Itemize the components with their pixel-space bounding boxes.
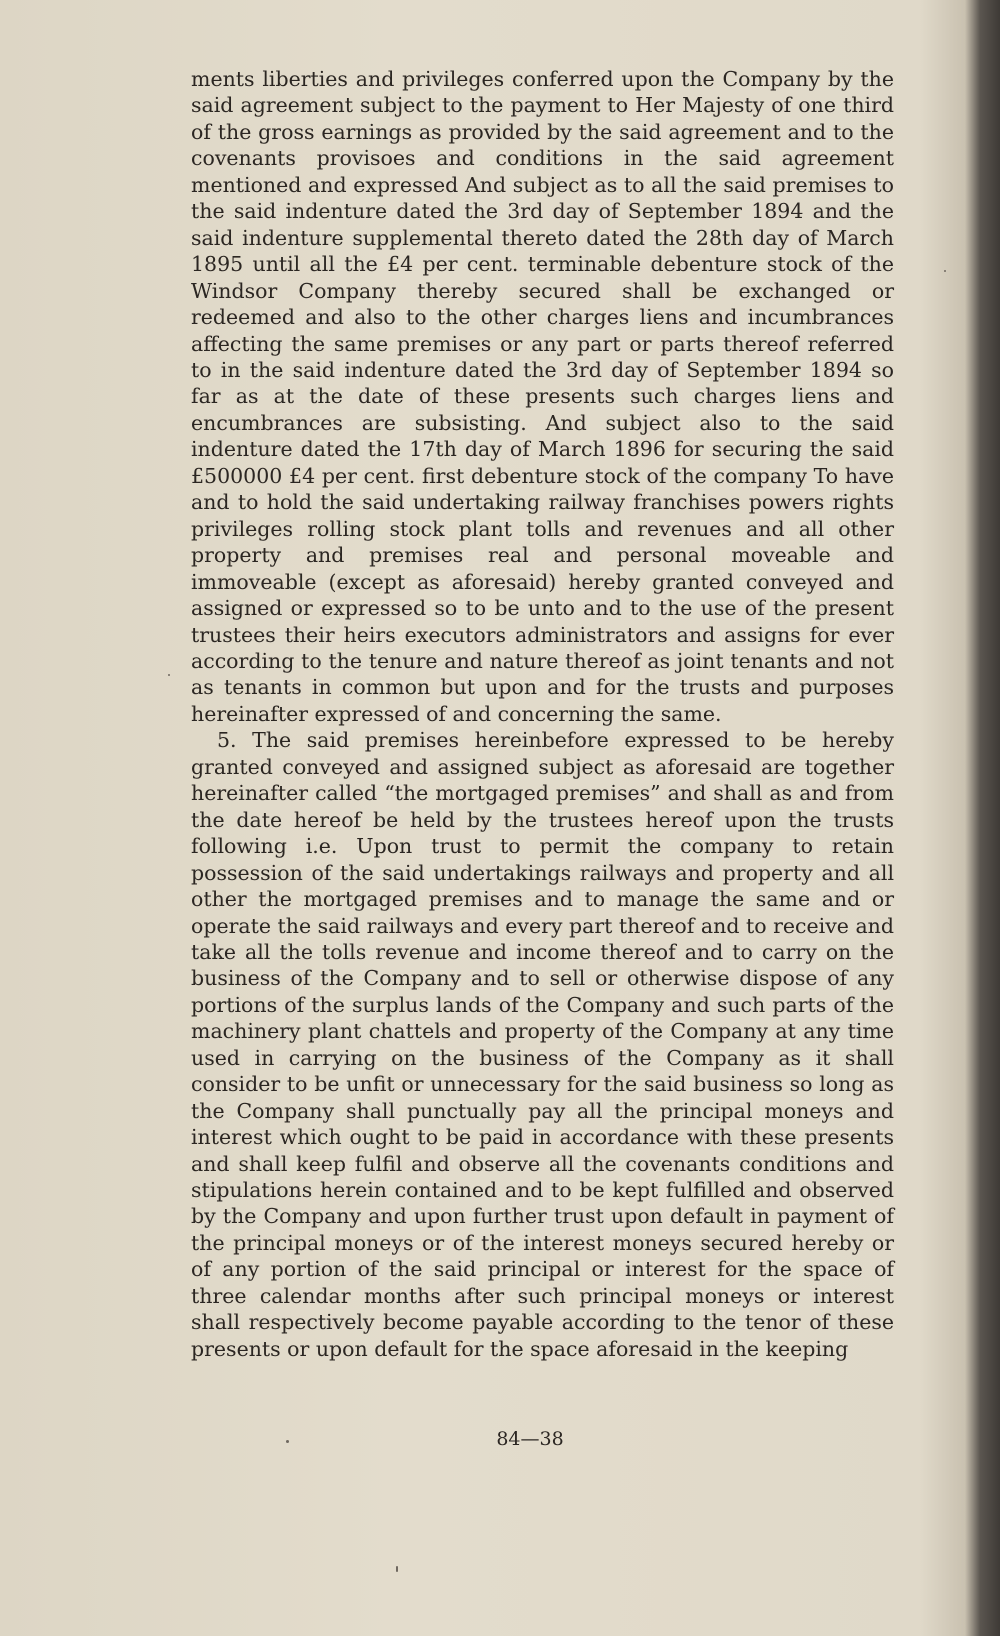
page-number: 84—38 [496, 1428, 564, 1450]
paper-speck [286, 1440, 289, 1443]
paragraph-section-5 [191, 727, 894, 1362]
paper-speck [396, 1566, 398, 1572]
paragraph-continued: ments liberties and privileges conferred upon the Company by the said agreement subject to the payment to Her Majesty of one third of the gross earnings as provided by the said agreement and to the covenants provisoes and conditions in the said agreement mentioned and expressed And subject as to all the said premises to the said indenture dated the 3rd day of September 1894 and the said indenture supplemental thereto dated the 28th day of March 1895 until all the £4 per cent. terminable debenture stock of the Windsor Company thereby secured shall be exchanged or redeemed and also to the other charges liens and incumbrances affecting the same premises or any part or parts thereof referred to in the said indenture dated the 3rd day of September 1894 so far as at the date of these presents such charges liens and encumbrances are subsisting. And subject also to the said indenture dated the 17th day of March 1896 for securing the said £500000 £4 per cent. first debenture stock of the company To have and to hold the said undertaking railway franchises powers rights privileges rolling stock plant tolls and revenues and all other property and premises real and personal moveable and immoveable (except as aforesaid) hereby granted conveyed and assigned or expressed so to be unto and to the use of the present trustees their heirs executors administrators and assigns for ever according to the tenure and nature thereof as joint tenants and not as tenants in common but upon and for the trusts and purposes hereinafter expressed of and concerning the same. [191, 67, 894, 726]
paper-speck [944, 270, 946, 272]
section-number: 5. [217, 728, 237, 753]
section-5-text: The said premises hereinbefore expressed to be hereby granted conveyed and assigned subject as aforesaid are together hereinafter called “the mortgaged premises” and shall as and from the date hereof be held by the trustees hereof upon the trusts following i.e. Upon trust to permit the company to retain possession of the said undertakings railways and property and all other the mortgaged premises and to manage the same and or operate the said railways and every part thereof and to receive and take all the tolls revenue and income thereof and to carry on the business of the Company and to sell or otherwise dispose of any portions of the surplus lands of the Company and such parts of the machinery plant chattels and property of the Company at any time used in carrying on the business of the Company as it shall consider to be unfit or unnecessary for the said business so long as the Company shall punctually pay all the principal moneys and interest which ought to be paid in accordance with these presents and shall keep fulfil and observe all the covenants conditions and stipulations herein contained and to be kept fulfilled and observed by the Company and upon further trust upon default in payment of the principal moneys or of the interest moneys secured hereby or of any portion of the said principal or interest for the space of three calendar months after such principal moneys or interest shall respectively become payable according to the tenor of these presents or upon default for the space aforesaid in the keeping [191, 728, 894, 1361]
paper-speck [168, 674, 170, 676]
body-text [191, 66, 894, 1362]
